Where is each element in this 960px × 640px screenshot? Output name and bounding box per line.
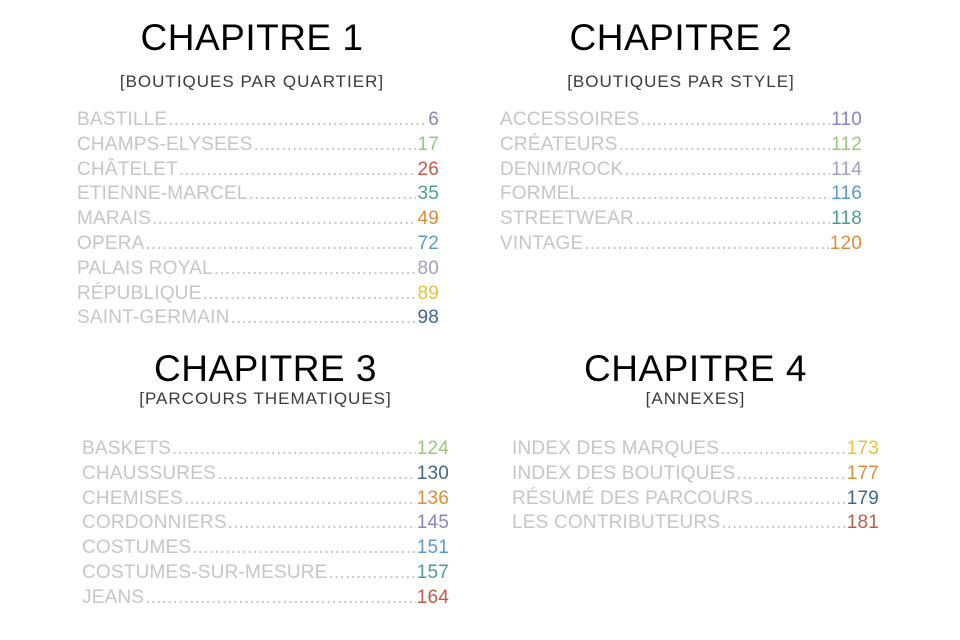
toc-entry-label: DENIM/ROCK [500,158,624,180]
toc-entry-page-number: 72 [417,232,439,254]
dot-leader [736,462,845,487]
toc-entry[interactable] [82,561,449,586]
dot-leader [619,133,831,158]
toc-entry[interactable] [77,306,439,331]
toc-entry-label: COSTUMES-SUR-MESURE [82,561,328,583]
toc-entry[interactable] [500,108,862,133]
toc-entry-page-number: 80 [417,257,439,279]
toc-entry-label: STREETWEAR [500,208,634,230]
toc-entry-label: RÉSUMÉ DES PARCOURS [512,487,753,509]
dot-leader [329,561,416,586]
toc-entry-page-number: 89 [417,282,439,304]
toc-list [82,437,449,611]
toc-entry-page-number: 26 [417,158,439,180]
toc-entry-label: SAINT-GERMAIN [77,307,230,329]
toc-entry-page-number: 110 [831,109,862,130]
dot-leader [635,207,830,232]
toc-list [77,108,439,331]
toc-entry-page-number: 112 [831,133,862,155]
toc-entry-page-number: 136 [416,487,449,509]
toc-entry-page-number: 181 [846,512,879,534]
toc-entry-page-number: 177 [846,462,879,484]
dot-leader [172,437,416,462]
chapter-title: CHAPITRE 3 [154,348,377,389]
toc-entry-label: BASTILLE [77,109,168,130]
toc-entry[interactable] [77,257,439,282]
dot-leader [146,232,417,257]
toc-entry-page-number: 116 [831,183,862,205]
toc-entry[interactable] [82,511,449,536]
toc-entry-label: MARAIS [77,208,152,230]
dot-leader [179,158,417,183]
toc-entry-label: INDEX DES MARQUES [512,438,720,459]
toc-entry-label: ACCESSOIRES [500,109,640,130]
chapter-subtitle: [ANNEXES] [645,389,746,408]
toc-entry-label: COSTUMES [82,537,192,559]
dot-leader [184,487,416,512]
dot-leader [720,437,846,462]
dot-leader [217,462,416,487]
toc-entry-label: INDEX DES BOUTIQUES [512,462,736,484]
toc-entry-page-number: 164 [416,586,449,608]
toc-entry-page-number: 145 [416,512,449,534]
dot-leader [249,182,417,207]
toc-list [500,108,862,257]
toc-entry[interactable] [77,182,439,207]
toc-entry-label: RÉPUBLIQUE [77,282,202,304]
toc-entry-label: CHEMISES [82,487,183,509]
dot-leader [152,207,416,232]
toc-entry-page-number: 179 [846,487,879,509]
toc-entry-page-number: 17 [417,133,439,155]
toc-entry[interactable] [77,232,439,257]
toc-entry[interactable] [77,207,439,232]
toc-entry[interactable] [500,182,862,207]
toc-entry-label: CHAMPS-ELYSEES [77,133,253,155]
dot-leader [192,536,415,561]
toc-entry-label: CORDONNIERS [82,512,227,534]
toc-entry-label: VINTAGE [500,232,584,254]
dot-leader [228,511,416,536]
toc-list [512,437,879,536]
dot-leader [231,306,417,331]
toc-entry-label: CRÉATEURS [500,133,618,155]
toc-entry-page-number: 114 [831,158,862,180]
toc-entry[interactable] [500,207,862,232]
dot-leader [254,133,417,158]
dot-leader [624,158,830,183]
toc-entry[interactable] [512,437,879,462]
chapter-title: CHAPITRE 4 [584,348,807,389]
toc-entry-page-number: 124 [416,438,449,459]
toc-entry-label: JEANS [82,586,145,608]
chapter-title: CHAPITRE 1 [140,17,364,58]
dot-leader [721,511,845,536]
toc-entry-label: PALAIS ROYAL [77,257,213,279]
toc-entry[interactable] [512,511,879,536]
toc-entry-page-number: 120 [829,232,862,254]
toc-entry[interactable] [512,487,879,512]
toc-entry-label: ETIENNE-MARCEL [77,183,248,205]
toc-entry[interactable] [77,133,439,158]
dot-leader [754,487,846,512]
toc-entry-page-number: 173 [846,438,879,459]
toc-entry[interactable] [500,133,862,158]
toc-entry[interactable] [82,462,449,487]
dot-leader [640,108,830,133]
toc-entry[interactable] [82,437,449,462]
toc-entry-label: CHÂTELET [77,158,178,180]
toc-entry[interactable] [500,158,862,183]
toc-entry-label: BASKETS [82,438,172,459]
dot-leader [584,232,828,257]
toc-entry[interactable] [77,282,439,307]
toc-entry[interactable] [500,232,862,257]
toc-entry-page-number: 98 [417,307,439,329]
toc-entry[interactable] [77,158,439,183]
toc-entry-label: OPERA [77,232,145,254]
toc-entry-label: FORMEL [500,183,581,205]
toc-entry-page-number: 157 [416,561,449,583]
chapter-subtitle: [PARCOURS THEMATIQUES] [139,389,392,408]
toc-entry-page-number: 35 [417,183,439,205]
toc-entry[interactable] [82,487,449,512]
dot-leader [202,282,416,307]
toc-entry-page-number: 6 [428,109,439,130]
toc-entry[interactable] [77,108,439,133]
chapter-subtitle: [BOUTIQUES PAR STYLE] [567,72,795,91]
toc-entry-page-number: 130 [416,462,449,484]
toc-entry-page-number: 151 [416,537,449,559]
toc-entry[interactable] [512,462,879,487]
dot-leader [168,108,427,133]
chapter-subtitle: [BOUTIQUES PAR QUARTIER] [119,72,385,91]
dot-leader [581,182,830,207]
dot-leader [145,586,415,611]
toc-entry[interactable] [82,586,449,611]
toc-entry-page-number: 118 [831,208,862,230]
chapter-title: CHAPITRE 2 [569,17,793,58]
toc-entry-label: LES CONTRIBUTEURS [512,512,721,534]
dot-leader [214,257,417,282]
toc-entry-label: CHAUSSURES [82,462,216,484]
toc-entry[interactable] [82,536,449,561]
toc-entry-page-number: 49 [417,208,439,230]
